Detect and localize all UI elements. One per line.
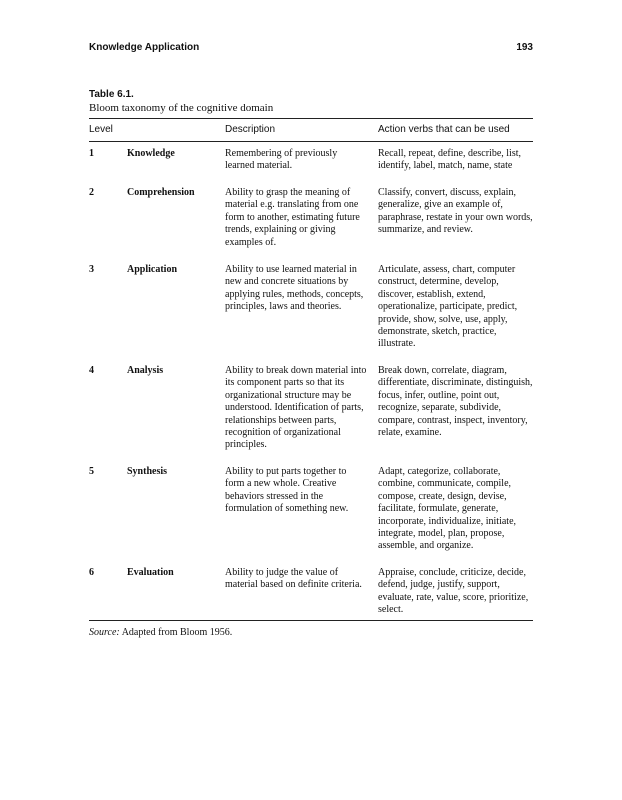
row-level: Knowledge bbox=[127, 148, 175, 159]
row-description: Ability to judge the value of material based on definite criteria. bbox=[225, 567, 362, 591]
row-verbs: Break down, correlate, diagram, differentiate, discriminate, distinguish, focus, infer, outline, point out, recognize, separate, subdivide, compare, contrast, inspect, inventory, relate, examine. bbox=[378, 365, 533, 439]
row-description: Ability to break down material into its component parts so that its organizational structure may be understood. Identification of parts, relationships between parts, recognition of organizational principles. bbox=[225, 365, 367, 451]
row-number: 4 bbox=[89, 365, 94, 376]
column-header-verbs: Action verbs that can be used bbox=[378, 124, 510, 135]
running-header bbox=[89, 42, 533, 56]
row-description: Remembering of previously learned material. bbox=[225, 148, 338, 172]
row-verbs: Classify, convert, discuss, explain, generalize, give an example of, paraphrase, restate in your own words, summarize, and review. bbox=[378, 187, 533, 236]
source-text: Adapted from Bloom 1956. bbox=[121, 627, 233, 638]
row-level: Application bbox=[127, 264, 178, 275]
table-source-note bbox=[89, 627, 232, 638]
column-header-level: Level bbox=[89, 124, 113, 135]
table-title: Bloom taxonomy of the cognitive domain bbox=[89, 102, 274, 114]
section-title: Knowledge Application bbox=[89, 42, 200, 53]
row-number: 3 bbox=[89, 264, 94, 275]
page-number: 193 bbox=[516, 42, 533, 53]
row-number: 1 bbox=[89, 148, 94, 159]
table-label: Table 6.1. bbox=[89, 89, 134, 100]
row-number: 5 bbox=[89, 466, 94, 477]
row-description: Ability to grasp the meaning of material e.g. translating from one form to another, estimating future trends, explaining or giving examples of. bbox=[225, 187, 360, 248]
row-description: Ability to use learned material in new and concrete situations by applying rules, methods, concepts, principles, laws and theories. bbox=[225, 264, 364, 313]
row-verbs: Articulate, assess, chart, computer construct, determine, develop, discover, establish, extend, operationalize, participate, predict, provide, show, solve, use, apply, demonstrate, sketch, practice, illustrate. bbox=[378, 264, 518, 350]
source-label: Source: bbox=[89, 627, 120, 638]
row-level: Evaluation bbox=[127, 567, 174, 578]
row-level: Analysis bbox=[127, 365, 164, 376]
row-level: Synthesis bbox=[127, 466, 168, 477]
table-top-rule bbox=[89, 118, 533, 119]
row-level: Comprehension bbox=[127, 187, 195, 198]
row-verbs: Appraise, conclude, criticize, decide, defend, judge, justify, support, evaluate, rate, value, score, prioritize, select. bbox=[378, 567, 529, 616]
table-bottom-rule bbox=[89, 620, 533, 621]
table-header-rule bbox=[89, 141, 533, 142]
row-description: Ability to put parts together to form a new whole. Creative behaviors stressed in the formulation of something new. bbox=[225, 466, 349, 515]
row-verbs: Adapt, categorize, collaborate, combine, communicate, compile, compose, create, design, devise, facilitate, formulate, generate, incorporate, individualize, initiate, integrate, model, plan, propose, assemble, and organize. bbox=[378, 466, 517, 552]
column-header-description: Description bbox=[225, 124, 276, 135]
row-verbs: Recall, repeat, define, describe, list, identify, label, match, name, state bbox=[378, 148, 521, 172]
row-number: 6 bbox=[89, 567, 94, 578]
row-number: 2 bbox=[89, 187, 94, 198]
